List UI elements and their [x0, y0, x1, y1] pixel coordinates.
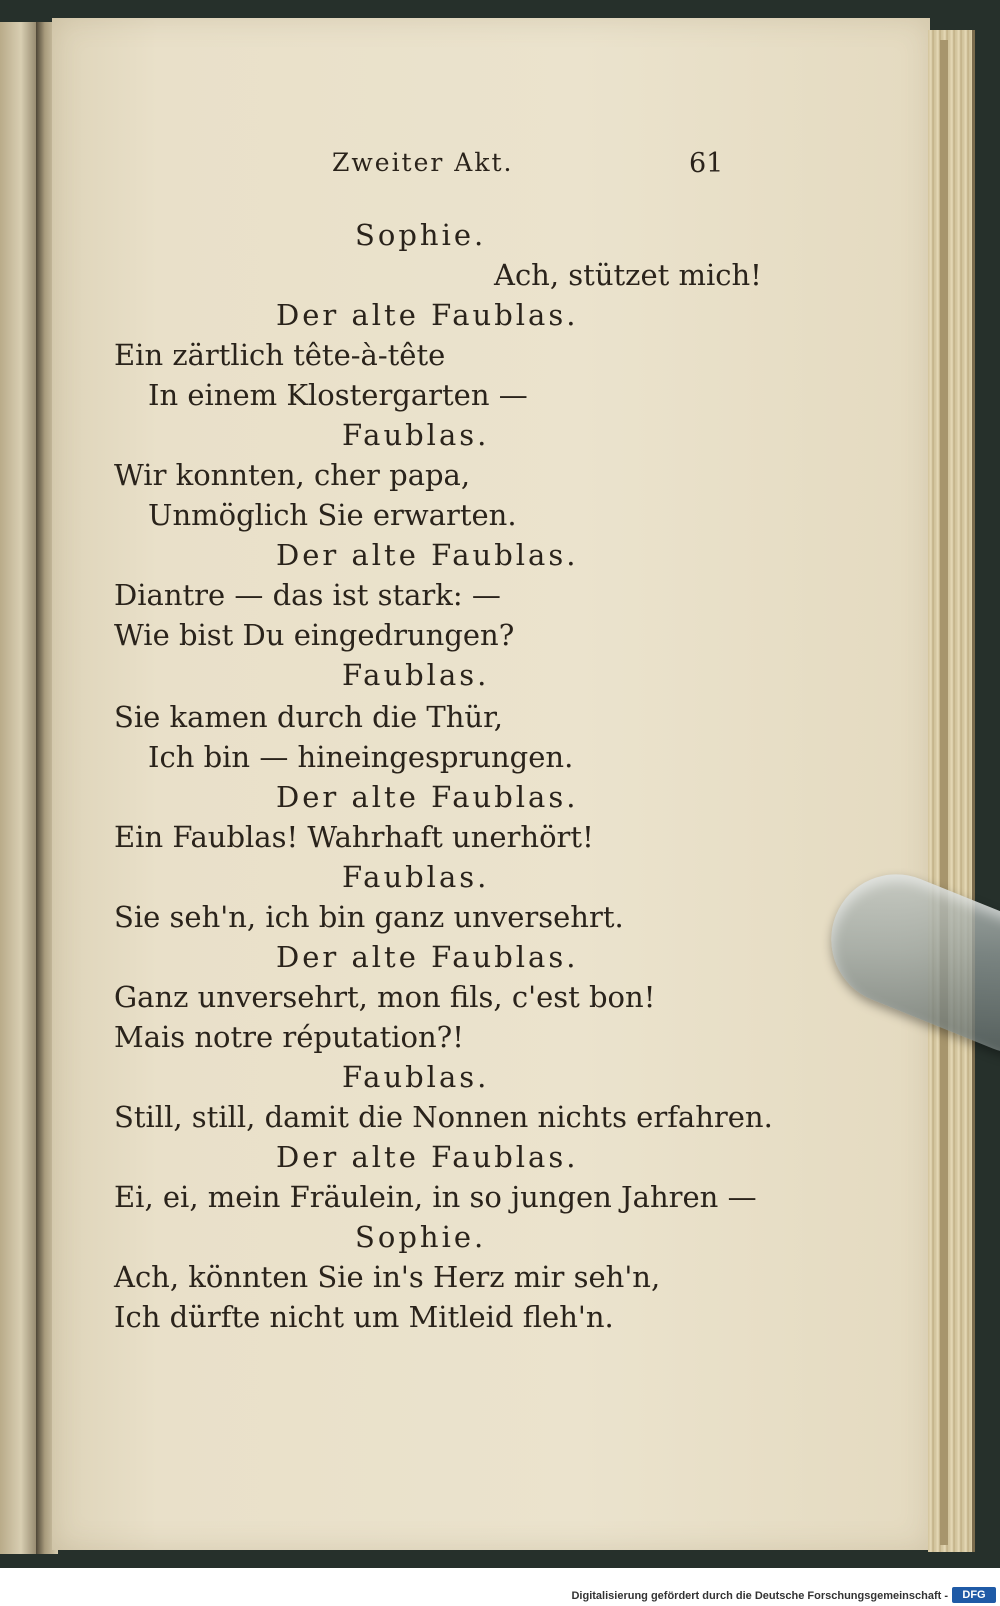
verse-line: Ich dürfte nicht um Mitleid fleh'n.	[114, 1300, 614, 1334]
verse-line: Sie seh'n, ich bin ganz unversehrt.	[114, 900, 624, 934]
speaker-line: Faublas.	[342, 1060, 490, 1094]
speaker-line: Der alte Faublas.	[276, 538, 579, 572]
verse-line: Wir konnten, cher papa,	[114, 458, 471, 492]
speaker-line: Sophie.	[355, 218, 487, 252]
verse-line: Ein Faublas! Wahrhaft unerhört!	[114, 820, 594, 854]
speaker-line: Der alte Faublas.	[276, 940, 579, 974]
verse-line: Ein zärtlich tête-à-tête	[114, 338, 446, 372]
verse-line: Ei, ei, mein Fräulein, in so jungen Jahren —	[114, 1180, 757, 1214]
verse-line: Wie bist Du eingedrungen?	[114, 618, 515, 652]
speaker-line: Sophie.	[355, 1220, 487, 1254]
speaker-line: Faublas.	[342, 418, 490, 452]
verse-line: Ach, stützet mich!	[494, 258, 762, 292]
speaker-line: Der alte Faublas.	[276, 780, 579, 814]
verse-line: Mais notre réputation?!	[114, 1020, 464, 1054]
verse-line: Ich bin — hineingesprungen.	[148, 740, 574, 774]
verse-line: Ach, könnten Sie in's Herz mir seh'n,	[114, 1260, 661, 1294]
verse-line: Diantre — das ist stark: —	[114, 578, 501, 612]
speaker-line: Der alte Faublas.	[276, 1140, 579, 1174]
footer-bar	[0, 1568, 1000, 1606]
speaker-line: Der alte Faublas.	[276, 298, 579, 332]
running-head: Zweiter Akt.	[332, 148, 514, 177]
dfg-logo: DFG	[952, 1587, 996, 1603]
page-number: 61	[689, 148, 724, 179]
speaker-line: Faublas.	[342, 658, 490, 692]
verse-line: Sie kamen durch die Thür,	[114, 700, 503, 734]
verse-line: In einem Klostergarten —	[148, 378, 528, 412]
speaker-line: Faublas.	[342, 860, 490, 894]
verse-line: Ganz unversehrt, mon fils, c'est bon!	[114, 980, 656, 1014]
verse-line: Still, still, damit die Nonnen nichts erfahren.	[114, 1100, 773, 1134]
verse-line: Unmöglich Sie erwarten.	[148, 498, 517, 532]
footer-credit: Digitalisierung gefördert durch die Deutsche Forschungsgemeinschaft -	[571, 1590, 948, 1602]
